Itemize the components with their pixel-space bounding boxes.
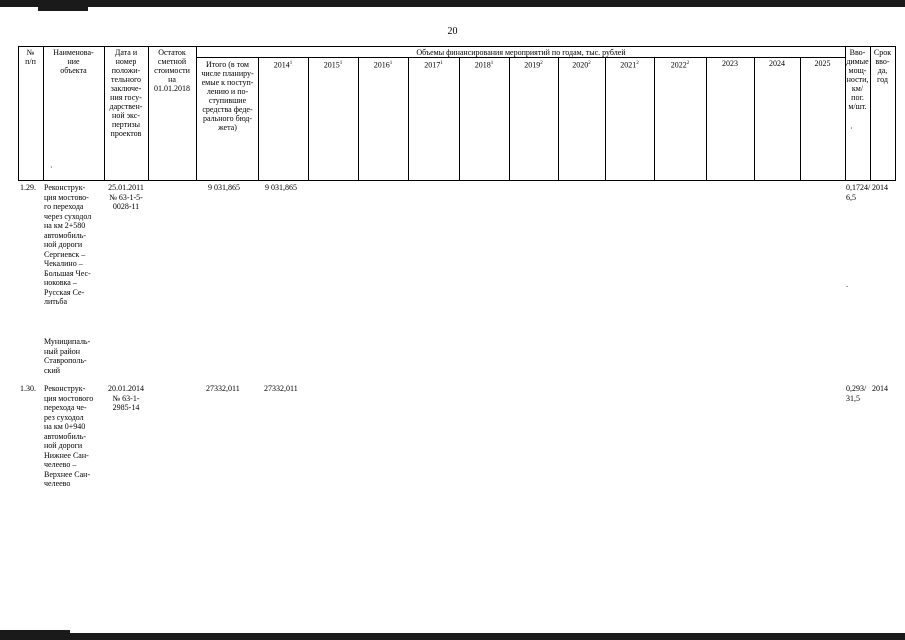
header-total: Итого (в том числе планиру- емые к поступ- лению и по- ступившие средства феде- рального бюд- жета) xyxy=(201,60,254,132)
top-border-bar xyxy=(0,0,905,7)
row-object-name: Реконструк- ция мостово- го перехода через суходол на км 2+580 автомобиль- ной дороги Сергиевск – Чекалино – Большая Чес- ноковка – Русская Се- литьба xyxy=(44,183,92,306)
bottom-border-bar xyxy=(0,633,905,640)
header-year-2023: 2023 xyxy=(722,59,738,68)
row-num: 1.29. xyxy=(20,183,36,192)
row-object-name: Реконструк- ция мостового перехода че- рез суходол на км 0+940 автомобиль- ной дороги Нижнее Сан- челеево – Верхнее Сан- челеево xyxy=(44,384,94,488)
row-capacity: 0,1724/ 6,5 xyxy=(846,183,871,202)
row-num: 1.30. xyxy=(20,384,36,393)
row-2014-value: 27332,011 xyxy=(264,384,298,393)
header-year-2019: 2019$^2$ xyxy=(524,60,543,70)
row-commission-year: 2014 xyxy=(872,183,888,192)
stray-mark: . xyxy=(846,280,848,289)
header-year-2021: 2021$^2$ xyxy=(620,60,639,70)
page-number: 20 xyxy=(447,26,458,37)
header-year-2017: 2017$^1$ xyxy=(424,60,443,70)
header-object-name: Наименова- ние объекта xyxy=(53,48,94,75)
district-name: Муниципаль- ный район Ставрополь- ский xyxy=(44,337,91,375)
header-year-2016: 2016$^1$ xyxy=(373,60,393,70)
header-year-2020: 2020$^2$ xyxy=(572,60,591,70)
header-funding-group: Объемы финансирования мероприятий по годам, тыс. рублей xyxy=(416,48,626,57)
header-num: № п/п xyxy=(25,48,36,66)
row-total: 27332,011 xyxy=(206,384,240,393)
top-border-notch xyxy=(38,7,88,11)
stray-mark: · xyxy=(850,124,853,133)
header-commission-year: Срок вво- да, год xyxy=(873,48,892,84)
header-remaining-cost: Остаток сметной стоимости на 01.01.2018 xyxy=(154,48,190,93)
row-total: 9 031,865 xyxy=(208,183,240,192)
header-year-2025: 2025 xyxy=(814,59,831,68)
header-year-2024: 2024 xyxy=(769,59,785,68)
row-commission-year: 2014 xyxy=(872,384,888,393)
header-year-2022: 2022$^2$ xyxy=(670,60,690,70)
stray-mark: · xyxy=(50,163,53,172)
header-year-2014: 2014$^1$ xyxy=(273,60,293,70)
header-expertise: Дата и номер положи- тельного заключе- ния госу- дарствен- ной экс- пертизы проектов xyxy=(109,48,143,138)
row-expertise: 20.01.2014 № 63-1- 2985-14 xyxy=(108,384,144,412)
header-capacity: Вво- димые мощ- ности, км/ пог. м/шт. xyxy=(846,48,869,111)
row-capacity: 0,293/ 31,5 xyxy=(846,384,867,403)
header-year-2018: 2018$^1$ xyxy=(474,60,494,70)
row-expertise: 25.01.2011 № 63-1-5- 0028-11 xyxy=(108,183,144,211)
header-year-2015: 2015$^1$ xyxy=(323,60,343,70)
row-2014-value: 9 031,865 xyxy=(265,183,297,192)
